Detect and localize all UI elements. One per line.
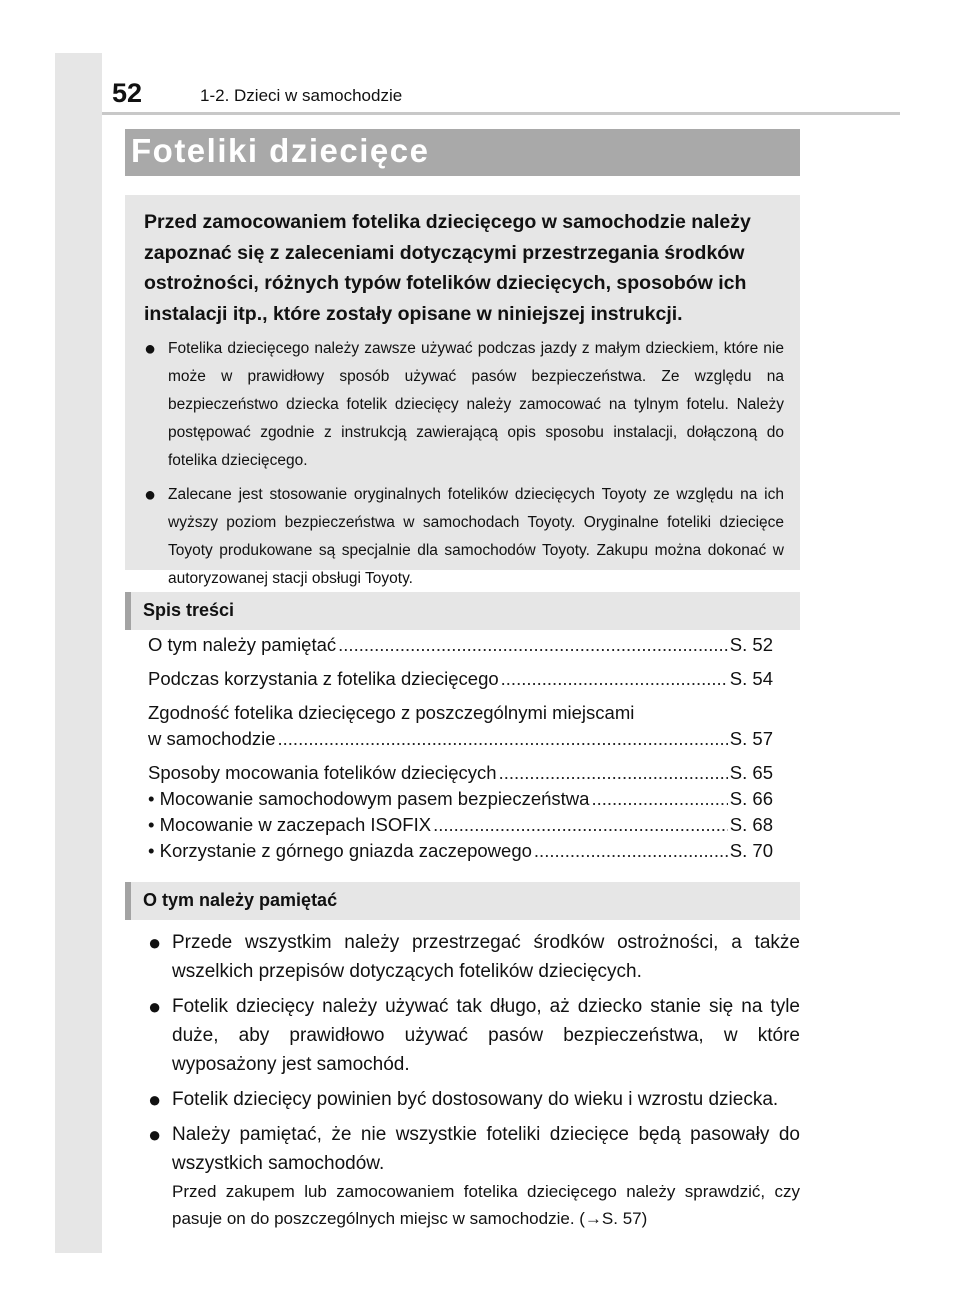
toc-entry-page: S. 54 bbox=[729, 668, 773, 689]
toc-entry-page: S. 68 bbox=[729, 814, 773, 835]
toc-entry-text: • Mocowanie w zaczepach ISOFIX bbox=[148, 814, 432, 835]
toc-entry-text: w samochodzie bbox=[148, 728, 276, 749]
page-number: 52 bbox=[112, 78, 143, 108]
toc-entry-page: S. 66 bbox=[729, 788, 773, 809]
toc-entry-text: • Korzystanie z górnego gniazda zaczepowego bbox=[148, 840, 532, 861]
toc-entry-text-line1: Zgodność fotelika dziecięcego z poszczególnymi miejscami bbox=[148, 702, 635, 723]
toc-entry-text: O tym należy pamiętać bbox=[148, 634, 337, 655]
toc-entry[interactable] bbox=[148, 786, 773, 812]
list-item bbox=[148, 928, 800, 986]
list-item bbox=[148, 992, 800, 1079]
bullet-dot-icon: ● bbox=[144, 484, 157, 506]
toc-entry-text: • Mocowanie samochodowym pasem bezpieczeństwa bbox=[148, 788, 590, 809]
list-item-text: Przede wszystkim należy przestrzegać środków ostrożności, a także wszelkich przepisów dotyczących fotelików dziecięcych. bbox=[172, 932, 800, 982]
list-item bbox=[148, 1085, 800, 1114]
list-item-text: Fotelik dziecięcy powinien być dostosowany do wieku i wzrostu dziecka. bbox=[172, 1089, 779, 1110]
toc-leader bbox=[338, 632, 728, 658]
heading-bar bbox=[125, 592, 131, 630]
toc-entry[interactable] bbox=[148, 666, 773, 692]
side-strip bbox=[55, 53, 102, 1253]
bullet-dot-icon: ● bbox=[148, 994, 162, 1019]
header-rule bbox=[102, 112, 900, 115]
toc-entry[interactable] bbox=[148, 760, 773, 786]
toc-entry[interactable] bbox=[148, 838, 773, 864]
page-header bbox=[102, 72, 900, 112]
bullet-dot-icon: ● bbox=[148, 930, 162, 955]
title-bar bbox=[125, 129, 800, 176]
toc-leader bbox=[433, 812, 728, 838]
toc-entry[interactable] bbox=[148, 632, 773, 658]
intro-bullet-text: Zalecane jest stosowanie oryginalnych fotelików dziecięcych Toyoty ze względu na ich wyższy poziom bezpieczeństwa w samochodach Toyoty. Oryginalne foteliki dziecięce Toyoty produkowane są specjalnie dla samochodów Toyoty. Zakupu można dokonać w autoryzowanej stacji obsługi Toyoty. bbox=[168, 486, 784, 587]
remember-list bbox=[148, 928, 800, 1238]
bullet-dot-icon: ● bbox=[148, 1087, 162, 1112]
toc-entry[interactable] bbox=[148, 812, 773, 838]
list-item-note: Przed zakupem lub zamocowaniem fotelika dziecięcego należy sprawdzić, czy pasuje on do poszczególnych miejsc w samochodzie. (→S. 57) bbox=[172, 1182, 800, 1228]
toc-entry-page: S. 52 bbox=[729, 634, 773, 655]
remember-heading: O tym należy pamiętać bbox=[143, 890, 338, 910]
intro-lead: Przed zamocowaniem fotelika dziecięcego w samochodzie należy zapoznać się z zaleceniami dotyczącymi przestrzegania środków ostrożności, różnych typów fotelików dziecięcych, sposobów ich instalacji itp., które zostały opisane w niniejszej instrukcji. bbox=[144, 211, 751, 325]
bullet-dot-icon: ● bbox=[144, 338, 157, 360]
toc-entry-text: Sposoby mocowania fotelików dziecięcych bbox=[148, 762, 497, 783]
intro-bullet-text: Fotelika dziecięcego należy zawsze używać podczas jazdy z małym dzieckiem, które nie może w prawidłowy sposób używać pasów bezpieczeństwa. Ze względu na bezpieczeństwo dziecka fotelik dziecięcy należy zamocować na tylnym fotelu. Należy postępować zgodnie z instrukcją zawierającą opis sposobu instalacji, dołączoną do fotelika dziecięcego. bbox=[168, 340, 784, 469]
intro-bullet bbox=[144, 481, 784, 593]
toc-leader bbox=[278, 726, 728, 752]
toc-entry-page: S. 65 bbox=[729, 762, 773, 783]
intro-bullet bbox=[144, 335, 784, 475]
list-item-text: Należy pamiętać, że nie wszystkie foteliki dziecięce będą pasowały do wszystkich samochodów. bbox=[172, 1124, 800, 1174]
remember-heading-box bbox=[125, 882, 800, 920]
table-of-contents bbox=[148, 632, 773, 864]
section-label: 1-2. Dzieci w samochodzie bbox=[200, 86, 403, 105]
list-item bbox=[148, 1120, 800, 1232]
toc-leader bbox=[499, 760, 728, 786]
toc-heading: Spis treści bbox=[143, 600, 235, 620]
heading-bar bbox=[125, 882, 131, 920]
toc-entry-text: Podczas korzystania z fotelika dziecięcego bbox=[148, 668, 499, 689]
list-item-text: Fotelik dziecięcy należy używać tak długo, aż dziecko stanie się na tyle duże, aby prawidłowo używać pasów bezpieczeństwa, w które wyposażony jest samochód. bbox=[172, 996, 800, 1075]
intro-box bbox=[125, 195, 800, 587]
toc-leader bbox=[591, 786, 727, 812]
toc-entry[interactable] bbox=[148, 700, 773, 752]
toc-leader bbox=[501, 666, 728, 692]
toc-leader bbox=[534, 838, 728, 864]
bullet-dot-icon: ● bbox=[148, 1122, 162, 1147]
toc-entry-page: S. 70 bbox=[729, 840, 773, 861]
toc-entry-page: S. 57 bbox=[729, 728, 773, 749]
page-title: Foteliki dziecięce bbox=[131, 132, 430, 169]
toc-heading-box bbox=[125, 592, 800, 630]
